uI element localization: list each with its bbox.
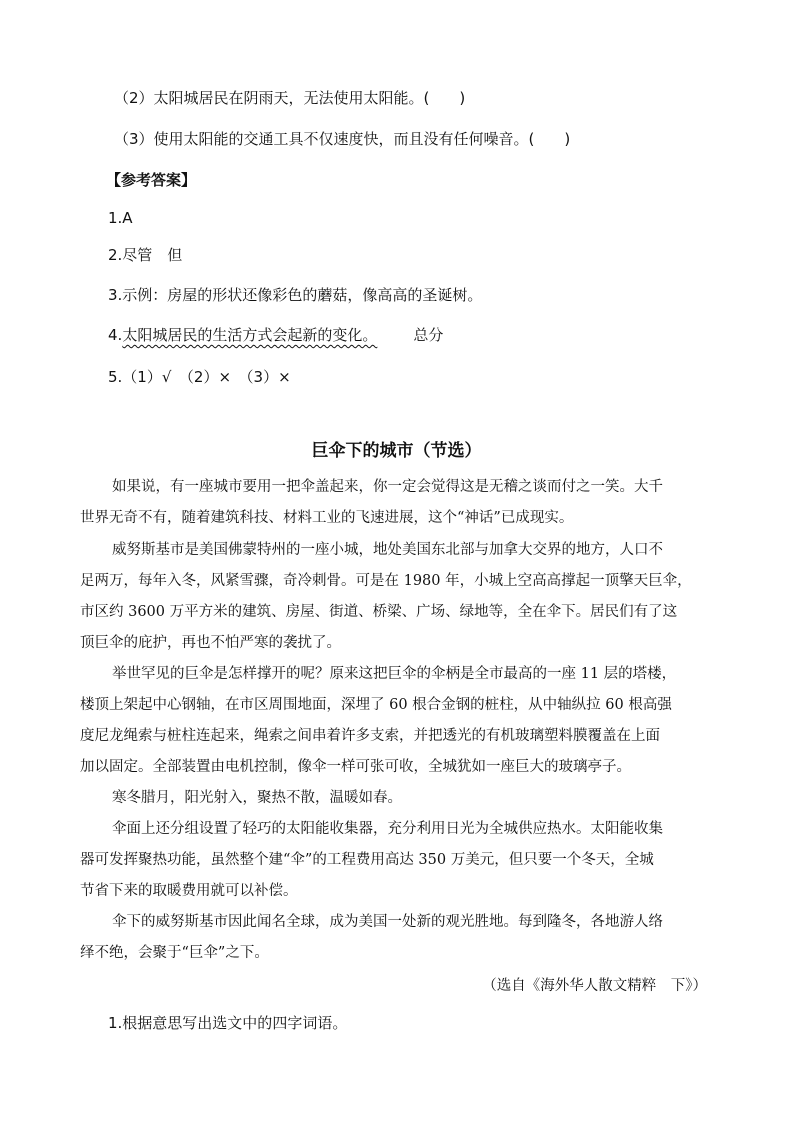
article-line: 度尼龙绳索与桩柱连起来，绳索之间串着许多支索，并把透光的有机玻璃塑料膜覆盖在上面 <box>80 728 660 744</box>
article-line: 节省下来的取暖费用就可以补偿。 <box>80 883 298 899</box>
question-2: （2）太阳城居民在阴雨天，无法使用太阳能。( ) <box>114 89 466 107</box>
answer-2: 2.尽管 但 <box>108 246 183 264</box>
answer-1: 1.A <box>108 209 133 227</box>
article-line: 威努斯基市是美国佛蒙特州的一座小城，地处美国东北部与加拿大交界的地方，人口不 <box>112 542 663 558</box>
answers-heading: 【参考答案】 <box>106 171 197 189</box>
article-line: 楼顶上架起中心钢轴，在市区周围地面，深埋了 60 根合金钢的桩柱，从中轴纵拉 60 根高强 <box>80 697 672 713</box>
article-line: 世界无奇不有，随着建筑科技、材料工业的飞速进展，这个“神话”已成现实。 <box>80 510 574 526</box>
article-source: （选自《海外华人散文精粹 下》） <box>482 978 707 994</box>
article-title: 巨伞下的城市（节选） <box>311 441 482 461</box>
answer-4 <box>108 325 443 345</box>
question-1: 1.根据意思写出选文中的四字词语。 <box>108 1014 348 1032</box>
article-line: 伞下的威努斯基市因此闻名全球，成为美国一处新的观光胜地。每到隆冬，各地游人络 <box>112 914 663 930</box>
article-line: 寒冬腊月，阳光射入，聚热不散，温暖如春。 <box>112 790 402 806</box>
answer-4-suffix: 总分 <box>413 326 444 344</box>
article-line: 如果说，有一座城市要用一把伞盖起来，你一定会觉得这是无稽之谈而付之一笑。大千 <box>112 479 663 495</box>
question-3: （3）使用太阳能的交通工具不仅速度快，而且没有任何噪音。( ) <box>114 130 571 148</box>
article-line: 伞面上还分组设置了轻巧的太阳能收集器，充分利用日光为全城供应热水。太阳能收集 <box>112 821 663 837</box>
answer-4-text: 太阳城居民的生活方式会起新的变化。 <box>122 326 378 344</box>
article-line: 市区约 3600 万平方米的建筑、房屋、街道、桥梁、广场、绿地等，全在伞下。居民们有了这 <box>80 604 678 620</box>
answer-4-number: 4. <box>108 326 123 344</box>
answer-5: 5.（1）√ （2）× （3）× <box>108 368 291 386</box>
article-line: 器可发挥聚热功能，虽然整个建“伞”的工程费用高达 350 万美元，但只要一个冬天，全城 <box>80 852 654 868</box>
article-line: 顶巨伞的庇护，再也不怕严寒的袭扰了。 <box>80 635 341 651</box>
article-line: 加以固定。全部装置由电机控制，像伞一样可张可收，全城犹如一座巨大的玻璃亭子。 <box>80 759 631 775</box>
answer-3: 3.示例：房屋的形状还像彩色的蘑菇，像高高的圣诞树。 <box>108 286 483 304</box>
article-line: 举世罕见的巨伞是怎样撑开的呢？原来这把巨伞的伞柄是全市最高的一座 11 层的塔楼， <box>112 666 677 682</box>
article-line: 绎不绝，会聚于“巨伞”之下。 <box>80 945 269 961</box>
article-line: 足两万，每年入冬，风紧雪骤，奇冷刺骨。可是在 1980 年，小城上空高高撑起一顶擎天巨伞， <box>80 573 692 589</box>
